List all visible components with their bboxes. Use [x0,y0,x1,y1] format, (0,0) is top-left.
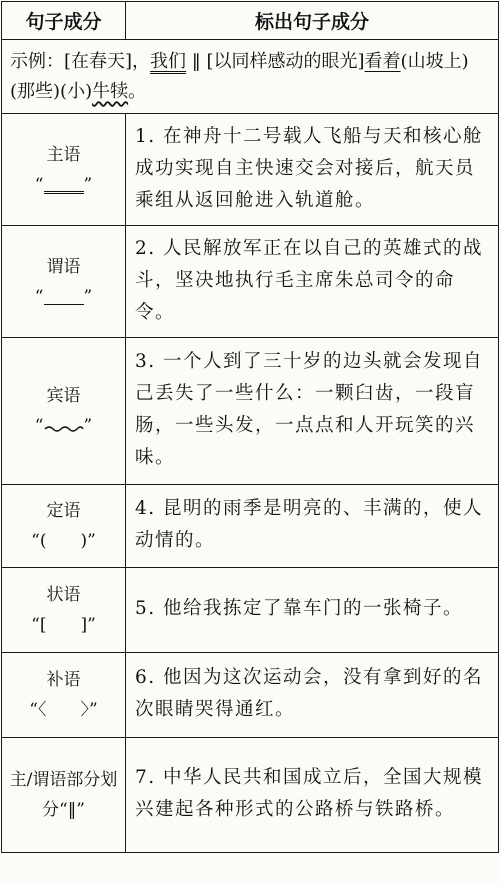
sentence-cell: 6. 他因为这次运动会，没有拿到好的名次眼睛哭得通红。 [126,653,499,738]
mark-symbol: “〈 〉” [29,700,98,720]
example-adverbial-1: [在春天]， [64,50,151,72]
wavy-line-icon [44,420,84,434]
mark-symbol: “ ” [34,416,93,436]
example-attributives: (山坡上)(那些)(小) [10,50,469,102]
label-cell [2,226,126,338]
example-prefix: 示例： [10,50,64,72]
sentence-cell: 1. 在神舟十二号载人飞船与天和核心舱成功实现自主快速交会对接后，航天员乘组从返回舱进入轨道舱。 [126,114,499,226]
sentence-cell: 3. 一个人到了三十岁的边头就会发现自己丢失了一些什么：一颗臼齿，一段盲肠，一些头发，一点点和人开玩笑的兴味。 [126,338,499,485]
component-label: 主/谓语部分划分“‖” [9,770,118,820]
mark-symbol: “[ ]” [31,615,96,635]
header-row [2,2,499,40]
table-row [2,653,499,738]
sentence-cell: 2. 人民解放军正在以自己的英雄式的战斗，坚决地执行毛主席朱总司令的命令。 [126,226,499,338]
example-object: 牛犊 [92,80,129,102]
sentence-cell: 5. 他给我拣定了靠车门的一张椅子。 [126,568,499,653]
sentence-components-table [1,1,499,853]
example-cell [2,40,499,114]
mark-symbol: “ ” [34,174,93,195]
mark-symbol: “( )” [31,531,96,551]
component-label: 补语 [46,670,81,690]
mark-symbol: “ ” [34,286,93,307]
label-cell [2,568,126,653]
table-row [2,338,499,485]
label-cell [2,114,126,226]
label-cell [2,738,126,853]
component-label: 宾语 [46,386,81,406]
table-row [2,568,499,653]
table-row [2,738,499,853]
table-row [2,485,499,568]
label-cell [2,485,126,568]
table-row [2,114,499,226]
component-label: 定语 [46,501,81,521]
component-label: 谓语 [46,256,81,277]
header-mark: 标出句子成分 [126,2,499,40]
table-row [2,226,499,338]
example-end: 。 [128,80,147,102]
component-label: 主语 [46,144,81,165]
example-verb: 看着 [364,50,401,72]
label-cell [2,653,126,738]
example-adverbial-2: ‖ [以同样感动的眼光] [186,50,365,72]
header-component: 句子成分 [2,2,126,40]
example-row [2,40,499,114]
sentence-cell: 7. 中华人民共和国成立后，全国大规模兴建起各种形式的公路桥与铁路桥。 [126,738,499,853]
label-cell [2,338,126,485]
sentence-cell: 4. 昆明的雨季是明亮的、丰满的，使人动情的。 [126,485,499,568]
example-subject: 我们 [150,50,187,72]
component-label: 状语 [46,585,81,605]
